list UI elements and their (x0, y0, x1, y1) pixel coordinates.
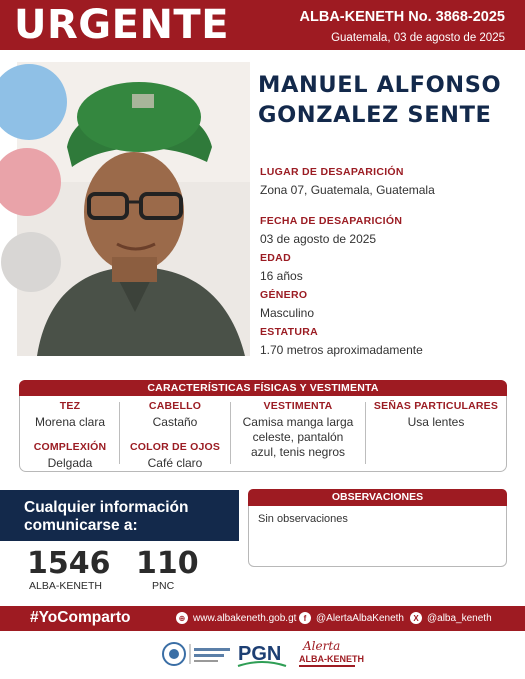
detail-value: Masculino (260, 306, 315, 320)
x-icon: X (410, 612, 422, 624)
char-value: Café claro (147, 456, 203, 470)
alerta-logo-text: Alerta (303, 639, 341, 653)
characteristics-title: CARACTERÍSTICAS FÍSICAS Y VESTIMENTA (19, 380, 507, 396)
contact-line-2: comunicarse a: (24, 517, 138, 534)
clothing-line: azul, tenis negros (250, 445, 346, 459)
name-line-1: MANUEL ALFONSO (258, 72, 502, 98)
char-label: SEÑAS PARTICULARES (373, 400, 499, 412)
clothing-line: Camisa manga larga (242, 415, 354, 429)
char-eye-color (120, 441, 230, 471)
detail-value: 03 de agosto de 2025 (260, 232, 377, 246)
char-value: Castaño (152, 415, 198, 429)
char-complexion (20, 441, 120, 471)
phone-alba-keneth[interactable]: 1546 (27, 546, 111, 581)
location-date: Guatemala, 03 de agosto de 2025 (331, 32, 505, 44)
detail-label: LUGAR DE DESAPARICIÓN (260, 166, 404, 178)
char-tez (20, 400, 120, 430)
clothing-line: celeste, pantalón (252, 430, 344, 444)
footer-bar (0, 606, 525, 631)
phone-alba-keneth-label: ALBA-KENETH (29, 580, 102, 592)
char-marks (366, 400, 506, 430)
detail-label: FECHA DE DESAPARICIÓN (260, 215, 403, 227)
facebook-link[interactable] (299, 612, 404, 624)
char-clothing (231, 400, 365, 460)
char-label: CABELLO (148, 400, 202, 412)
detail-label: GÉNERO (260, 289, 308, 301)
missing-person-photo (17, 62, 250, 356)
char-value: Morena clara (34, 415, 106, 429)
char-value (231, 415, 365, 460)
observations-text: Sin observaciones (258, 513, 348, 525)
alerta-alba-keneth-logo (297, 636, 364, 672)
hashtag[interactable]: #YoComparto (30, 609, 131, 626)
char-value: Delgada (47, 456, 93, 470)
case-number: ALBA-KENETH No. 3868-2025 (299, 9, 505, 25)
detail-label: EDAD (260, 252, 291, 264)
website-link[interactable] (176, 612, 296, 624)
detail-value: 16 años (260, 269, 303, 283)
char-label: VESTIMENTA (263, 400, 333, 412)
phone-pnc[interactable]: 110 (136, 546, 199, 581)
facebook-text[interactable]: @AlertaAlbaKeneth (316, 612, 404, 624)
phone-pnc-label: PNC (152, 580, 175, 592)
urgent-title: URGENTE (14, 2, 230, 48)
facebook-icon: f (299, 612, 311, 624)
char-label: COMPLEXIÓN (33, 441, 107, 453)
pgn-logo-text: PGN (238, 643, 282, 665)
web-icon: ⊕ (176, 612, 188, 624)
char-value: Usa lentes (407, 415, 465, 429)
char-label: COLOR DE OJOS (129, 441, 221, 453)
x-text[interactable]: @alba_keneth (427, 612, 492, 624)
char-hair (120, 400, 230, 430)
name-line-2: GONZALEZ SENTE (258, 102, 492, 128)
detail-age (260, 252, 303, 283)
contact-line-1: Cualquier información (24, 499, 189, 516)
detail-height (260, 326, 423, 357)
detail-date (260, 215, 402, 246)
observations-title: OBSERVACIONES (248, 489, 507, 506)
pgn-logo (234, 636, 290, 672)
person-name (258, 70, 518, 130)
x-link[interactable] (410, 612, 492, 624)
contact-box (0, 490, 239, 541)
detail-place (260, 166, 435, 197)
detail-value: Zona 07, Guatemala, Guatemala (260, 183, 435, 197)
detail-gender (260, 289, 314, 320)
detail-label: ESTATURA (260, 326, 319, 338)
website-text[interactable]: www.albakeneth.gob.gt (193, 612, 297, 624)
alba-keneth-logo-text: ALBA-KENETH (299, 654, 364, 664)
header-bar (0, 0, 525, 50)
detail-value: 1.70 metros aproximadamente (260, 343, 423, 357)
char-label: TEZ (59, 400, 81, 412)
